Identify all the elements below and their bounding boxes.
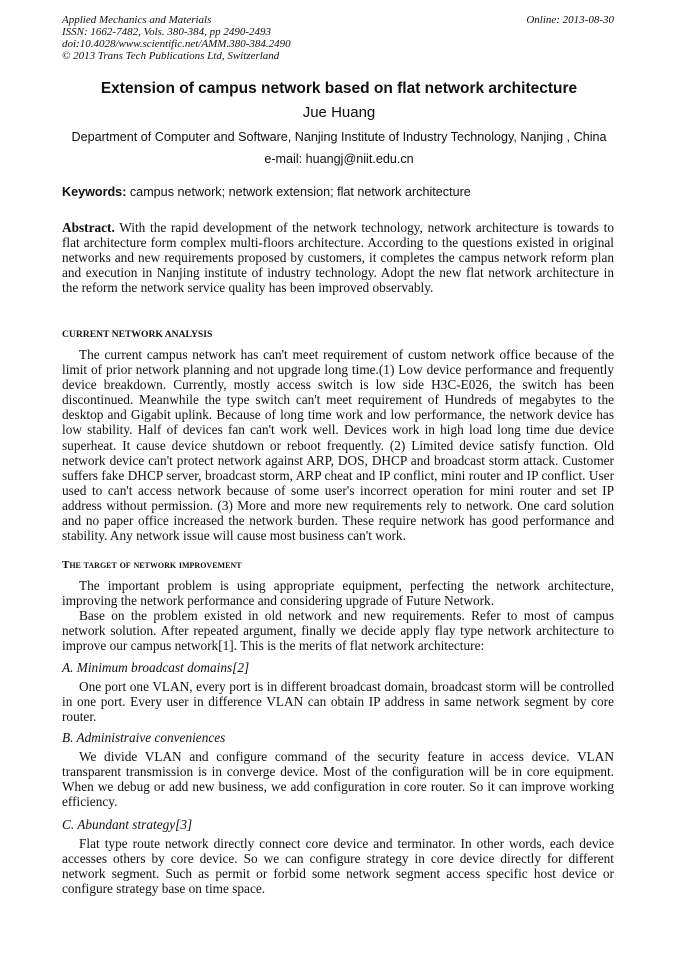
issn: ISSN: 1662-7482, Vols. 380-384, pp 2490-2493 — [62, 26, 271, 38]
section-heading: CURRENT NETWORK ANALYSIS — [62, 329, 213, 340]
keywords — [62, 185, 614, 199]
copyright: © 2013 Trans Tech Publications Ltd, Switzerland — [62, 50, 280, 62]
paragraph: Base on the problem existed in old network and new requirements. Refer to most of campus network solution. After repeated argument, finally we decide apply flay type network architecture to improve our campus network[1]. This is the merits of flat network architecture: — [62, 608, 614, 654]
doi: doi:10.4028/www.scientific.net/AMM.380-384.2490 — [62, 38, 291, 50]
subsection-heading: C. Abundant strategy[3] — [62, 817, 193, 832]
email: e-mail: huangj@niit.edu.cn — [264, 152, 414, 166]
paragraph: The important problem is using appropriate equipment, perfecting the network architecture, improving the network performance and considering upgrade of Future Network. — [62, 578, 614, 609]
paragraph: We divide VLAN and configure command of the security feature in access device. VLAN transparent transmission is in converge device. Most of the configuration will be in core equipment. When we debug or add new business, we add configuration in core router. So it can improve working efficiency. — [62, 749, 614, 810]
abstract-label: Abstract. — [62, 220, 115, 235]
paragraph: Flat type route network directly connect core device and terminator. In other words, each device accesses others by core device. So we can configure strategy in core device directly for different network segment. Such as permit or forbid some network segment access specific host device or configure strategy base on time space. — [62, 836, 614, 897]
author: Jue Huang — [302, 104, 376, 121]
subsection-heading: A. Minimum broadcast domains[2] — [62, 660, 250, 675]
section-heading: The target of network improvement — [62, 559, 242, 571]
keywords-label: Keywords: — [62, 185, 127, 199]
subsection-heading: B. Administraive conveniences — [62, 730, 226, 745]
online-date: Online: 2013-08-30 — [526, 14, 614, 26]
affiliation: Department of Computer and Software, Nanjing Institute of Industry Technology, Nanjing , China — [71, 130, 607, 144]
paper-title: Extension of campus network based on flat network architecture — [100, 80, 578, 97]
abstract-text: With the rapid development of the network technology, network architecture is towards to flat architecture form complex multi-floors architecture. According to the questions existed in original networks and new requirements proposed by customers, it completes the campus network reform plan and execution in Nanjing institute of industry technology. Adopt the new flat network architecture in the reform the network service quality has been improved observably. — [62, 220, 614, 296]
paragraph: One port one VLAN, every port is in different broadcast domain, broadcast storm will be controlled in one port. Every user in difference VLAN can obtain IP address in same network segment by core router. — [62, 679, 614, 725]
keywords-text: campus network; network extension; flat network architecture — [126, 185, 471, 199]
abstract — [62, 220, 614, 295]
journal-name: Applied Mechanics and Materials — [62, 14, 212, 26]
paragraph: The current campus network has can't meet requirement of custom network office because of the limit of prior network planning and not upgrade long time.(1) Low device performance and frequently device breakdown. Currently, mostly access switch is low side H3C-E026, the switch has been discontinued. Meanwhile the type switch can't meet requirement of Hundreds of megabytes to the desktop and Gigabit uplink. Because of long time work and low performance, the network device has low stability. Half of devices fan can't work well. Devices work in high load long time due device superheat. It cause device shutdown or reboot frequently. (2) Limited device satisfy function. Old network device can't protect network against ARP, DOS, DHCP and broadcast storm attack. Customer suffers fake DHCP server, broadcast storm, ARP cheat and IP conflict, mini router and IP conflict. User used to can't access network because of some user's incorrect operation for mini router and set IP address without permission. (3) More and more new requirements rely to network. One card solution and no paper office increased the network burden. These require network has good performance and stability. Any network issue will cause most business can't work. — [62, 347, 614, 544]
